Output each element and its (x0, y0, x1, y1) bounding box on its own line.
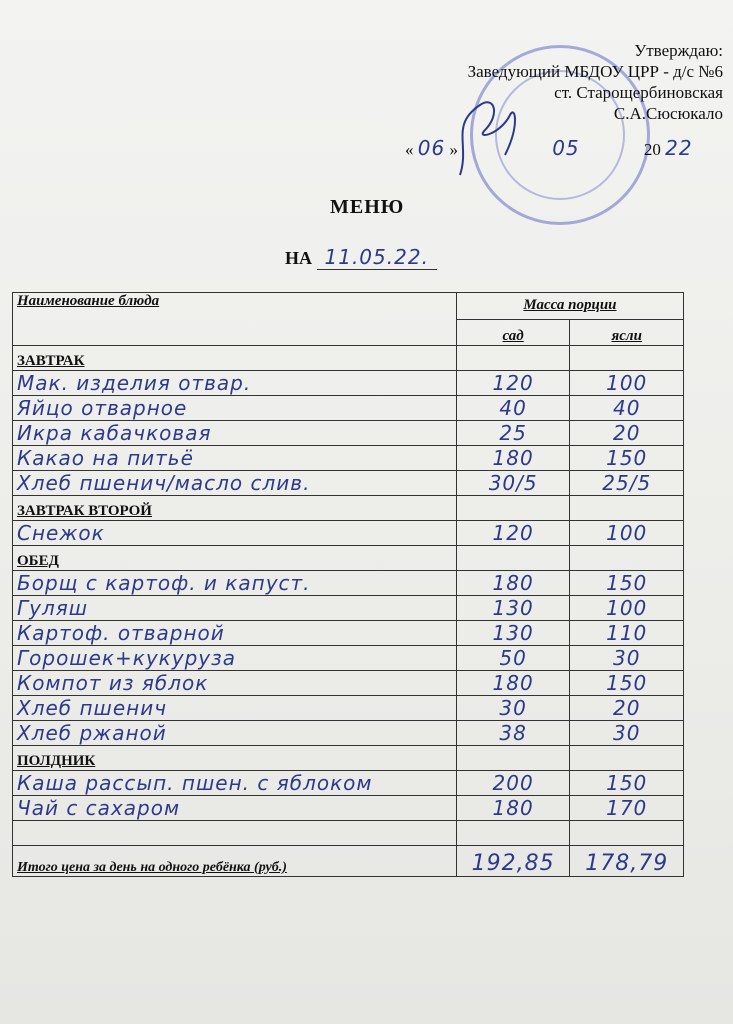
portion-nursery: 40 (570, 396, 684, 421)
portion-garden: 180 (456, 571, 570, 596)
column-header-garden: сад (456, 319, 570, 346)
table-header-row (13, 293, 684, 320)
portion-nursery: 170 (570, 796, 684, 821)
table-row (13, 571, 684, 596)
portion-garden: 180 (456, 446, 570, 471)
approval-date: « 06 » 05 20 22 (405, 136, 693, 160)
table-row (13, 471, 684, 496)
portion-nursery: 150 (570, 671, 684, 696)
menu-table (12, 292, 684, 877)
dish-name: Горошек+кукуруза (13, 646, 457, 671)
dish-name: Каша рассып. пшен. с яблоком (13, 771, 457, 796)
section-row (13, 346, 684, 371)
dish-name: Икра кабачковая (13, 421, 457, 446)
portion-nursery: 100 (570, 596, 684, 621)
portion-garden: 200 (456, 771, 570, 796)
portion-nursery: 100 (570, 371, 684, 396)
column-header-mass: Масса порции (456, 293, 683, 320)
portion-garden: 38 (456, 721, 570, 746)
portion-nursery: 20 (570, 696, 684, 721)
portion-nursery: 110 (570, 621, 684, 646)
total-price-garden: 192,85 (456, 846, 570, 877)
section-title: ЗАВТРАК ВТОРОЙ (13, 496, 457, 521)
approval-year-prefix: 20 (643, 140, 661, 159)
portion-nursery: 100 (570, 521, 684, 546)
table-row (13, 646, 684, 671)
portion-nursery: 150 (570, 771, 684, 796)
total-price-nursery: 178,79 (570, 846, 684, 877)
dish-name: Какао на питьё (13, 446, 457, 471)
section-title: ПОЛДНИК (13, 746, 457, 771)
menu-date-label: НА (285, 248, 312, 268)
approval-year-suffix: 22 (665, 136, 693, 160)
portion-nursery: 30 (570, 646, 684, 671)
dish-name: Компот из яблок (13, 671, 457, 696)
table-row (13, 671, 684, 696)
portion-garden: 130 (456, 596, 570, 621)
portion-nursery: 25/5 (570, 471, 684, 496)
table-row (13, 796, 684, 821)
portion-garden: 120 (456, 371, 570, 396)
menu-date (285, 245, 437, 269)
table-row (13, 396, 684, 421)
total-row (13, 846, 684, 877)
dish-name: Мак. изделия отвар. (13, 371, 457, 396)
page-title: МЕНЮ (330, 196, 405, 218)
approval-block (468, 40, 723, 124)
menu-date-value: 11.05.22. (317, 245, 437, 270)
portion-garden: 30/5 (456, 471, 570, 496)
column-header-nursery: ясли (570, 319, 684, 346)
approval-day: 06 (417, 136, 446, 160)
portion-garden: 180 (456, 796, 570, 821)
blank-row (13, 821, 684, 846)
approver-name: С.А.Сюсюкало (613, 104, 723, 123)
table-row (13, 621, 684, 646)
portion-nursery: 150 (570, 571, 684, 596)
total-label: Итого цена за день на одного ребёнка (руб.) (13, 846, 457, 877)
dish-name: Хлеб пшенич/масло слив. (13, 471, 457, 496)
portion-nursery: 20 (570, 421, 684, 446)
portion-garden: 30 (456, 696, 570, 721)
dish-name: Хлеб пшенич (13, 696, 457, 721)
approver-location: ст. Старощербиновская (554, 83, 723, 102)
dish-name: Чай с сахаром (13, 796, 457, 821)
dish-name: Яйцо отварное (13, 396, 457, 421)
table-row (13, 421, 684, 446)
dish-name: Хлеб ржаной (13, 721, 457, 746)
portion-garden: 25 (456, 421, 570, 446)
dish-name: Картоф. отварной (13, 621, 457, 646)
table-row (13, 696, 684, 721)
table-row (13, 771, 684, 796)
approver-position: Заведующий МБДОУ ЦРР - д/с №6 (467, 62, 723, 81)
dish-name: Гуляш (13, 596, 457, 621)
portion-garden: 40 (456, 396, 570, 421)
portion-garden: 50 (456, 646, 570, 671)
table-row (13, 721, 684, 746)
approve-label: Утверждаю: (634, 41, 723, 60)
approval-month: 05 (552, 136, 580, 160)
table-row (13, 446, 684, 471)
dish-name: Борщ с картоф. и капуст. (13, 571, 457, 596)
column-header-name: Наименование блюда (13, 293, 457, 346)
table-row (13, 371, 684, 396)
portion-garden: 180 (456, 671, 570, 696)
portion-nursery: 150 (570, 446, 684, 471)
table-row (13, 521, 684, 546)
table-row (13, 596, 684, 621)
section-title: ОБЕД (13, 546, 457, 571)
section-row (13, 496, 684, 521)
portion-garden: 130 (456, 621, 570, 646)
section-title: ЗАВТРАК (13, 346, 457, 371)
dish-name: Снежок (13, 521, 457, 546)
section-row (13, 546, 684, 571)
portion-garden: 120 (456, 521, 570, 546)
portion-nursery: 30 (570, 721, 684, 746)
section-row (13, 746, 684, 771)
